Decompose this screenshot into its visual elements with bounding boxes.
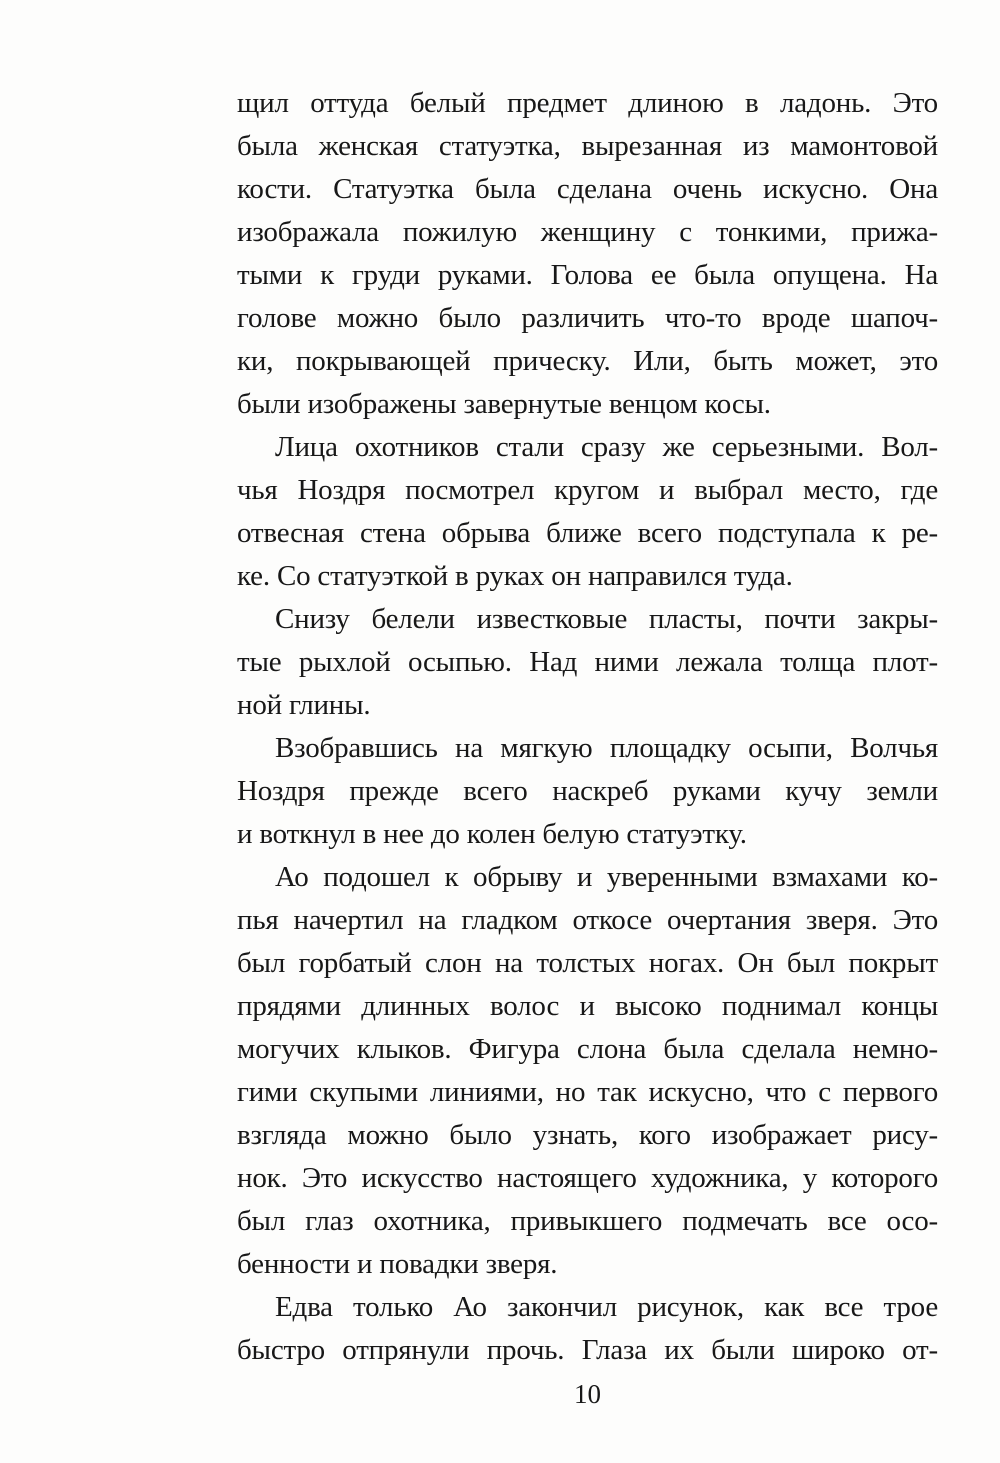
- text-line: Ноздря прежде всего наскреб руками кучу земли: [237, 775, 938, 807]
- text-line: ной глины.: [237, 689, 371, 721]
- text-line: щил оттуда белый предмет длиною в ладонь. Это: [237, 87, 938, 119]
- text-line: пья начертил на гладком откосе очертания зверя. Это: [237, 904, 938, 936]
- text-line: изображала пожилую женщину с тонкими, прижа-: [237, 216, 938, 248]
- text-line: бенности и повадки зверя.: [237, 1248, 558, 1280]
- text-line: голове можно было различить что-то вроде шапоч-: [237, 302, 938, 334]
- text-line: отвесная стена обрыва ближе всего подступала к ре-: [237, 517, 938, 549]
- text-line: гими скупыми линиями, но так искусно, что с первого: [237, 1076, 938, 1108]
- text-line: ке. Со статуэткой в руках он направился туда.: [237, 560, 793, 592]
- text-line: нок. Это искусство настоящего художника, у которого: [237, 1162, 938, 1194]
- text-line: тыми к груди руками. Голова ее была опущена. На: [237, 259, 938, 291]
- text-line: кости. Статуэтка была сделана очень искусно. Она: [237, 173, 938, 205]
- page-number: 10: [574, 1379, 601, 1409]
- text-line: ки, покрывающей прическу. Или, быть может, это: [237, 345, 938, 377]
- text-line: тые рыхлой осыпью. Над ними лежала толща плот-: [237, 646, 938, 678]
- text-line: быстро отпрянули прочь. Глаза их были широко от-: [237, 1334, 938, 1366]
- body-text: [237, 82, 938, 1372]
- text-line: Снизу белели известковые пласты, почти закры-: [275, 603, 938, 635]
- text-line: был глаз охотника, привыкшего подмечать все осо-: [237, 1205, 938, 1237]
- text-line: чья Ноздря посмотрел кругом и выбрал место, где: [237, 474, 938, 506]
- text-line: Взобравшись на мягкую площадку осыпи, Волчья: [275, 732, 938, 764]
- text-line: была женская статуэтка, вырезанная из мамонтовой: [237, 130, 938, 162]
- text-line: могучих клыков. Фигура слона была сделала немно-: [237, 1033, 938, 1065]
- text-line: и воткнул в нее до колен белую статуэтку.: [237, 818, 747, 850]
- text-line: Ао подошел к обрыву и уверенными взмахами ко-: [275, 861, 938, 893]
- text-line: взгляда можно было узнать, кого изображает рису-: [237, 1119, 938, 1151]
- text-line: Едва только Ао закончил рисунок, как все трое: [275, 1291, 938, 1323]
- text-line: Лица охотников стали сразу же серьезными. Вол-: [275, 431, 938, 463]
- text-line: были изображены завернутые венцом косы.: [237, 388, 771, 420]
- text-line: был горбатый слон на толстых ногах. Он был покрыт: [237, 947, 938, 979]
- text-line: прядями длинных волос и высоко поднимал концы: [237, 990, 938, 1022]
